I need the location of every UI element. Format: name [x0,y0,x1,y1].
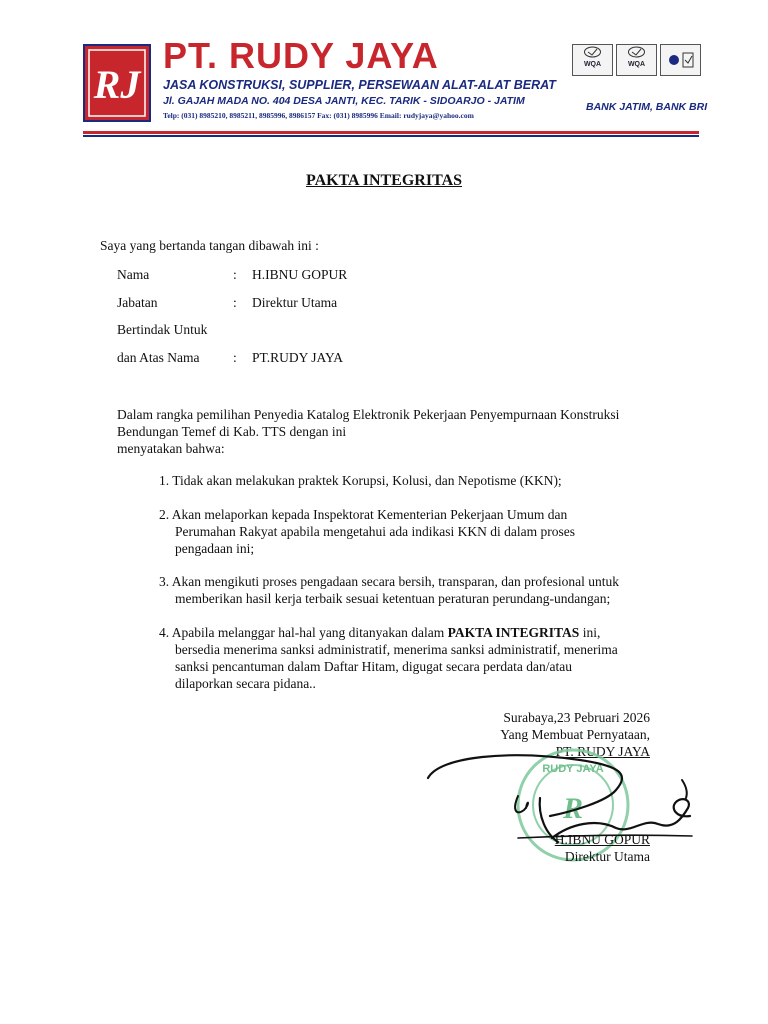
statement-item-4-line: bersedia menerima sanksi administratif, menerima sanksi administratif, menerima [175,642,618,657]
company-tagline: JASA KONSTRUKSI, SUPPLIER, PERSEWAAN ALAT-ALAT BERAT [163,78,556,92]
maker-label: Yang Membuat Pernyataan, [500,727,650,742]
certification-badges [572,44,698,78]
company-name: PT. RUDY JAYA [163,35,439,76]
field-label: Nama [117,267,150,282]
field-separator: : [233,295,237,310]
item-4-text: ini, [579,625,601,640]
signer-name: H.IBNU GOPUR [554,832,650,847]
certification-badge [616,44,657,76]
place-date: Surabaya,23 Pebruari 2026 [503,710,650,725]
statement-item-4-line: dilaporkan secara pidana.. [175,676,316,691]
statement-item-4-line: sanksi pencantuman dalam Daftar Hitam, digugat secara perdata dan/atau [175,659,572,674]
intro-text: Saya yang bertanda tangan dibawah ini : [100,238,319,253]
document-title: PAKTA INTEGRITAS [305,172,463,189]
statement-item-3: 3. Akan mengikuti proses pengadaan secara bersih, transparan, dan profesional untuk [159,574,619,589]
item-4-bold: PAKTA INTEGRITAS [447,625,580,640]
stamp-text: RUDY JAYA [542,763,604,775]
field-label: Bertindak Untuk [117,322,208,337]
paragraph-line: menyatakan bahwa: [117,441,225,456]
header-divider [83,135,699,137]
field-value-name: H.IBNU GOPUR [252,267,348,282]
closing-company: PT. RUDY JAYA [555,744,650,759]
stamp-center: R [562,792,584,825]
field-separator: : [233,350,237,365]
cert-label: WQA [627,61,646,68]
statement-item-1: 1. Tidak akan melakukan praktek Korupsi, Kolusi, dan Nepotisme (KKN); [159,473,562,488]
logo-text: RJ [93,62,141,107]
paragraph-line: Bendungan Temef di Kab. TTS dengan ini [117,424,347,439]
statement-item-3-line: memberikan hasil kerja terbaik sesuai ketentuan peraturan perundang-undangan; [175,591,611,606]
certification-badge [660,44,701,76]
statement-item-2-line: Perumahan Rakyat apabila mengetahui ada indikasi KKN di dalam proses [175,524,576,539]
statement-item-2-line: pengadaan ini; [175,541,255,556]
field-label: Jabatan [117,295,158,310]
signer-position: Direktur Utama [564,849,650,864]
company-logo [83,44,151,122]
item-4-text: 4. Apabila melanggar hal-hal yang ditanyakan dalam [159,625,448,640]
certification-badge [572,44,613,76]
company-contact: Telp: (031) 8985210, 8985211, 8985996, 8986157 Fax: (031) 8985996 Email: rudyjaya@yahoo.com [163,111,474,120]
company-address: Jl. GAJAH MADA NO. 404 DESA JANTI, KEC. TARIK - SIDOARJO - JATIM [163,95,525,107]
field-label: dan Atas Nama [117,350,200,365]
header-divider [83,131,699,134]
field-value-company: PT.RUDY JAYA [252,350,344,365]
bank-info: BANK JATIM, BANK BRI [586,101,708,113]
paragraph-line: Dalam rangka pemilihan Penyedia Katalog Elektronik Pekerjaan Penyempurnaan Konstruksi [117,407,620,422]
field-separator: : [233,267,237,282]
cert-label: WQA [583,61,602,68]
statement-item-4 [159,625,600,641]
statement-item-2: 2. Akan melaporkan kepada Inspektorat Kementerian Pekerjaan Umum dan [159,507,568,522]
field-value-position: Direktur Utama [252,295,338,310]
